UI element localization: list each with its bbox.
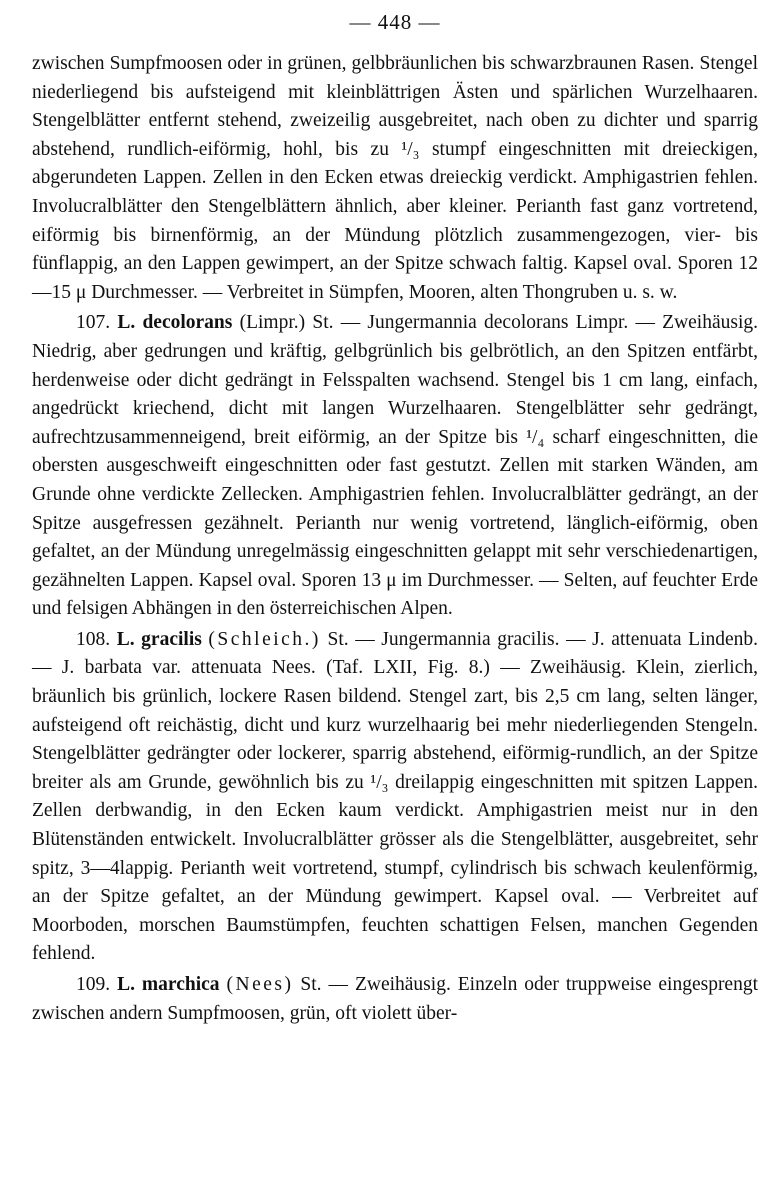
entry-body: — Zweihäusig. Einzeln oder truppweise eingesprengt zwischen andern Sumpfmoosen, grün, oft violett über- (32, 974, 759, 1024)
genus-abbrev: L. (117, 974, 135, 995)
species-epithet: marchica (141, 974, 220, 995)
page-number: — 448 — (349, 10, 441, 34)
species-name (117, 312, 232, 333)
entry-number: 107. (76, 312, 111, 334)
species-epithet: gracilis (141, 628, 202, 650)
genus-abbrev: L. (117, 312, 136, 334)
continuation-paragraph: zwischen Sumpfmoosen oder in grünen, gelbbräunlichen bis schwarzbraunen Rasen. Stengel niederliegend bis aufsteigend mit kleinblättrigen Ästen und spärlichen Wurzelhaaren. Stengelblätter entfernt stehend, zweizeilig ausgebreitet, nach oben zu dichter und sparrig abstehend, rundlich-eiförmig, hohl, bis zu ¹/₃ stumpf eingeschnitten mit dreieckigen, abgerundeten Lappen. Zellen in den Ecken etwas dreieckig verdickt. Amphigastrien fehlen. Involucralblätter den Stengelblättern ähnlich, aber kleiner. Perianth fast ganz vortretend, eiförmig bis birnenförmig, an der Mündung plötzlich zusammengezogen, vier- bis fünflappig, an den Lappen gewimpert, an der Spitze schwach faltig. Kapsel oval. Sporen 12—15 μ Durchmesser. — Verbreitet in Sümpfen, Mooren, alten Thongruben u. s. w. (32, 53, 758, 303)
entry-number: 108. (76, 628, 111, 650)
species-entry-109 (32, 971, 758, 1028)
species-name (117, 974, 219, 995)
author-citation: (Limpr.) (239, 312, 306, 334)
entry-body: — Jungermannia decolorans Limpr. — Zweihäusig. Niedrig, aber gedrungen und kräftig, gelbgrünlich bis gelbrötlich, an den Spitzen entfärbt, herdenweise oder dicht gedrängt in Felsspalten wachsend. Stengel bis 1 cm lang, einfach, angedrückt kriechend, dicht mit langen Wurzelhaaren. Stengelblätter sehr gedrängt, aufrechtzusammenneigend, breit eiförmig, an der Spitze bis ¹/₄ scharf eingeschnitten, die obersten ausgeschweift eingeschnitten oder fast gestutzt. Zellen mit starken Wänden, am Grunde ohne verdickte Zellecken. Amphigastrien fehlen. Involucralblätter gedrängt, an der Spitze ausgefressen gezähnelt. Perianth nur wenig vortretend, länglich-eiförmig, oben gefaltet, an der Mündung unregelmässig eingeschnitten gelappt mit sehr verschiedenartigen, gezähnelten Lappen. Kapsel oval. Sporen 13 μ im Durchmesser. — Selten, auf feuchter Erde und felsigen Abhängen in den österreichischen Alpen. (32, 312, 759, 620)
author-suffix: St. (300, 974, 322, 995)
species-entry-107 (32, 309, 758, 624)
genus-abbrev: L. (116, 628, 135, 650)
page-text (32, 50, 758, 1028)
author-citation: (Schleich.) (208, 628, 321, 650)
species-entry-108 (32, 626, 758, 969)
author-citation: (Nees) (226, 974, 294, 995)
species-epithet: decolorans (142, 312, 233, 334)
author-suffix: St. (312, 312, 334, 334)
entry-body: — Jungermannia gracilis. — J. attenuata Lindenb. — J. barbata var. attenuata Nees. (Taf. LXII, Fig. 8.) — Zweihäusig. Klein, zierlich, bräunlich bis grünlich, lockere Rasen bildend. Stengel zart, bis 2,5 cm lang, selten länger, aufsteigend oft reichästig, dicht und kurz wurzelhaarig bei mehr niederliegenden Stengeln. Stengelblätter gedrängter oder lockerer, sparrig abstehend, eiförmig-rundlich, an der Spitze breiter als am Grunde, gewöhnlich bis zu ¹/₃ dreilappig eingeschnitten mit spitzen Lappen. Zellen derbwandig, in den Ecken kaum verdickt. Amphigastrien meist nur in den Blütenständen entwickelt. Involucralblätter grösser als die Stengelblätter, ausgebreitet, sehr spitz, 3—4lappig. Perianth weit vortretend, stumpf, cylindrisch bis schwach keulenförmig, an der Spitze gefaltet, an der Mündung gewimpert. Kapsel oval. — Verbreitet auf Moorboden, morschen Baumstümpfen, feuchten schattigen Felsen, manchen Gegenden fehlend. (32, 628, 759, 965)
entry-number: 109. (76, 974, 111, 995)
species-name (117, 629, 202, 650)
author-suffix: St. (327, 628, 349, 650)
